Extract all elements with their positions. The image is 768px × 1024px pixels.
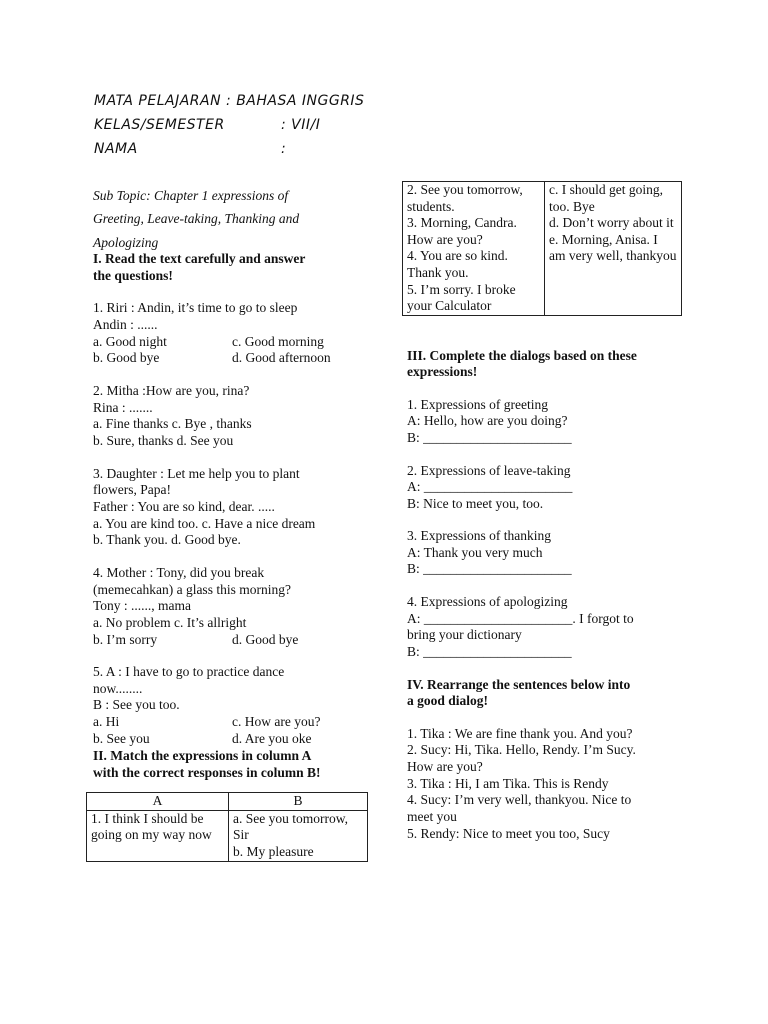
q5-line-1: 5. A : I have to go to practice dance [93, 664, 285, 679]
section1-title-1: I. Read the text carefully and answer [93, 251, 306, 266]
q5-line-3: B : See you too. [93, 697, 180, 712]
rearrange-item-2: 2. Sucy: Hi, Tika. Hello, Rendy. I’m Sucy. [407, 742, 636, 757]
column-b-item-c: c. I should get going, too. Bye [549, 182, 663, 214]
q1-option-c: c. Good morning [232, 334, 324, 349]
rearrange-item-2-cont: How are you? [407, 759, 483, 774]
column-a-cell-2 [403, 182, 545, 316]
q4-option-b: b. I’m sorry [93, 632, 158, 647]
section2-title-1: II. Match the expressions in column A [93, 748, 312, 763]
dialog1-line-b: B: ______________________ [407, 430, 572, 445]
q5-option-c: c. How are you? [232, 714, 321, 729]
q3-line-1: 3. Daughter : Let me help you to plant [93, 466, 300, 481]
column-b-item-e: e. Morning, Anisa. I am very well, thankyou [549, 231, 677, 264]
section3-title-2: expressions! [407, 364, 478, 379]
name-value: : [281, 141, 287, 157]
section2-title-2: with the correct responses in column B! [93, 765, 321, 780]
q2-options-2: b. Sure, thanks d. See you [93, 433, 234, 448]
q5-option-d: d. Are you oke [232, 731, 312, 746]
q3-options-2: b. Thank you. d. Good bye. [93, 532, 241, 547]
q1-option-a: a. Good night [93, 334, 167, 349]
column-a-item-5: 5. I’m sorry. I broke your Calculator [407, 281, 516, 314]
name-label: NAMA [94, 141, 138, 157]
dialog3-title: 3. Expressions of thanking [407, 528, 551, 543]
q4-line-2: (memecahkan) a glass this morning? [93, 582, 291, 597]
dialog4-line-a: A: ______________________. I forgot to [407, 611, 634, 626]
rearrange-item-3: 3. Tika : Hi, I am Tika. This is Rendy [407, 776, 609, 791]
column-a-header: A [87, 793, 229, 811]
subtopic-line-2: Greeting, Leave-taking, Thanking and [93, 211, 300, 226]
dialog4-line-b: B: ______________________ [407, 644, 572, 659]
dialog2-line-a: A: ______________________ [407, 479, 573, 494]
section4-title-1: IV. Rearrange the sentences below into [407, 677, 631, 692]
q5-line-2: now........ [93, 681, 143, 696]
column-a-item-4: 4. You are so kind. Thank you. [407, 248, 508, 280]
q2-line-2: Rina : ....... [93, 400, 153, 415]
match-table-part-1 [86, 792, 368, 862]
q2-options-1: a. Fine thanks c. Bye , thanks [93, 416, 252, 431]
subtopic-line-3: Apologizing [93, 235, 159, 250]
q4-line-3: Tony : ......, mama [93, 598, 192, 613]
q3-line-3: Father : You are so kind, dear. ..... [93, 499, 275, 514]
column-b-item-b: b. My pleasure [233, 843, 314, 859]
column-b-item-d: d. Don’t worry about it [549, 215, 674, 231]
match-table-part-2 [402, 181, 682, 316]
subject-label: MATA PELAJARAN : BAHASA INGGRIS [94, 93, 365, 109]
q1-option-b: b. Good bye [93, 350, 160, 365]
section4-title-2: a good dialog! [407, 693, 489, 708]
column-b-header: B [229, 793, 368, 811]
dialog4-line-a2: bring your dictionary [407, 627, 522, 642]
section1-title-2: the questions! [93, 268, 173, 283]
dialog1-line-a: A: Hello, how are you doing? [407, 413, 568, 428]
class-label: KELAS/SEMESTER [94, 117, 225, 133]
q4-option-d: d. Good bye [232, 632, 299, 647]
q4-line-1: 4. Mother : Tony, did you break [93, 565, 265, 580]
column-a-item-3: 3. Morning, Candra. How are you? [407, 215, 517, 247]
q4-options-1: a. No problem c. It’s allright [93, 615, 247, 630]
dialog2-line-b: B: Nice to meet you, too. [407, 496, 544, 511]
q1-line-1: 1. Riri : Andin, it’s time to go to sleep [93, 300, 298, 315]
q1-option-d: d. Good afternoon [232, 350, 331, 365]
column-a-item-2: 2. See you tomorrow, students. [407, 182, 523, 214]
dialog2-title: 2. Expressions of leave-taking [407, 463, 571, 478]
column-a-item-1: 1. I think I should be going on my way now [87, 810, 229, 861]
q5-option-b: b. See you [93, 731, 150, 746]
dialog3-line-b: B: ______________________ [407, 561, 572, 576]
dialog3-line-a: A: Thank you very much [407, 545, 543, 560]
class-value: : VII/I [281, 117, 321, 133]
rearrange-item-4-cont: meet you [407, 809, 457, 824]
section3-title-1: III. Complete the dialogs based on these [407, 348, 637, 363]
dialog4-title: 4. Expressions of apologizing [407, 594, 568, 609]
rearrange-item-1: 1. Tika : We are fine thank you. And you? [407, 726, 633, 741]
column-b-cell-2 [545, 182, 682, 316]
dialog1-title: 1. Expressions of greeting [407, 397, 548, 412]
subtopic-line-1: Sub Topic: Chapter 1 expressions of [93, 188, 289, 203]
q2-line-1: 2. Mitha :How are you, rina? [93, 383, 250, 398]
column-b-item-a: a. See you tomorrow, Sir [233, 810, 348, 843]
q3-line-2: flowers, Papa! [93, 482, 171, 497]
q3-options-1: a. You are kind too. c. Have a nice dream [93, 516, 316, 531]
rearrange-item-5: 5. Rendy: Nice to meet you too, Sucy [407, 826, 610, 841]
q5-option-a: a. Hi [93, 714, 120, 729]
column-b-cell-1 [229, 810, 368, 861]
q1-line-2: Andin : ...... [93, 317, 158, 332]
rearrange-item-4: 4. Sucy: I’m very well, thankyou. Nice to [407, 792, 632, 807]
